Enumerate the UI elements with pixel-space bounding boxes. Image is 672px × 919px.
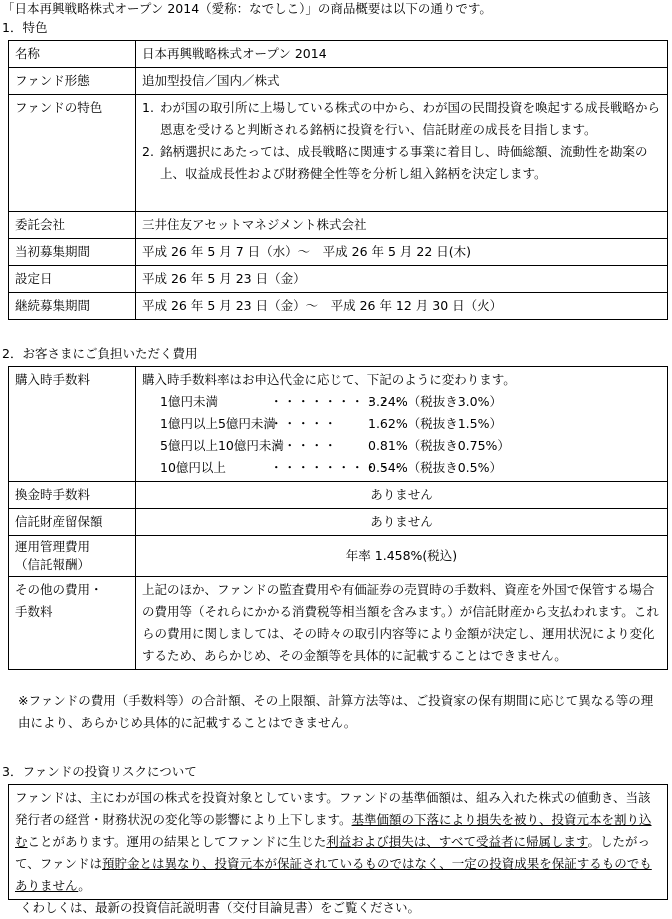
purchase-fee-intro: 購入時手数料率はお申込代金に応じて、下記のように変わります。 <box>142 372 516 387</box>
fee-tier-leader: ・・・・・・・・・・ <box>270 460 406 475</box>
fee-tier <box>142 413 661 435</box>
fee-tier-leader: ・・・・・・・・・・ <box>270 394 406 409</box>
purchase-fee-label: 購入時手数料 <box>9 367 136 482</box>
retention-label: 信託財産留保額 <box>9 509 136 536</box>
fee-tier <box>142 435 661 457</box>
list-item <box>142 97 661 141</box>
table-row <box>9 509 668 536</box>
table-row <box>9 577 668 670</box>
form-value: 追加型投信／国内／株式 <box>136 68 668 95</box>
setup-date-value: 平成 26 年 5 月 23 日（金） <box>136 266 668 293</box>
management-fee-value: 年率 1.458%(税込) <box>136 536 668 577</box>
fee-tier-rate: 0.54%（税抜き0.5%） <box>368 460 502 475</box>
other-fees-value: 上記のほか、ファンドの監査費用や有価証券の売買時の手数料、資産を外国で保管する場合の費用等（それらにかかる消費税等相当額を含みます。）が信託財産から支払われます。これらの費用に関しましては、その時々の取引内容等により金額が決定し、運用状況により変化するため、あらかじめ、その金額等を具体的に記載することはできません。 <box>136 577 668 670</box>
other-fees-label-line2: 手数料 <box>15 604 53 619</box>
table-row <box>9 41 668 68</box>
list-number: 2. <box>142 144 154 159</box>
list-number: 1. <box>142 100 154 115</box>
setup-date-label: 設定日 <box>9 266 136 293</box>
management-fee-label-line2: （信託報酬） <box>15 557 91 572</box>
list-text: 銘柄選択にあたっては、成長戦略に関連する事業に着目し、時価総額、流動性を勘案の上、収益成長性および財務健全性等を分析し組入銘柄を決定します。 <box>160 144 648 181</box>
fee-tier-leader: ・・・・・ <box>270 416 338 431</box>
continuous-period-label: 継続募集期間 <box>9 293 136 320</box>
management-fee-label <box>9 536 136 577</box>
intro-text: 「日本再興戦略株式オープン 2014（愛称：なでしこ）」の商品概要は以下の通りです。 <box>2 1 492 16</box>
list-item <box>142 141 661 185</box>
fee-tier-rate: 0.81%（税抜き0.75%） <box>368 438 510 453</box>
table-row <box>9 482 668 509</box>
fee-tier-range: 10億円以上 <box>160 460 226 475</box>
fee-tier-range: 1億円以上5億円未満 <box>160 416 276 431</box>
risk-text: 。したがって、ファンドは <box>15 834 651 871</box>
manager-label: 委託会社 <box>9 212 136 239</box>
table-row <box>9 536 668 577</box>
manager-value: 三井住友アセットマネジメント株式会社 <box>136 212 668 239</box>
table-row <box>9 95 668 212</box>
table-row <box>9 212 668 239</box>
section3-title: 3．ファンドの投資リスクについて <box>2 764 197 779</box>
section2-title: 2．お客さまにご負担いただく費用 <box>2 346 198 361</box>
risk-box <box>8 784 668 900</box>
closing-text: くわしくは、最新の投資信託説明書（交付目論見書）をご覧ください。 <box>20 900 421 915</box>
continuous-period-value: 平成 26 年 5 月 23 日（金）～ 平成 26 年 12 月 30 日（火） <box>136 293 668 320</box>
risk-text-underlined: 預貯金とは異なり、投資元本が保証されているものではなく、一定の投資成果を保証するものでもありません <box>15 856 652 893</box>
fee-tier-leader: ・・・・・ <box>270 438 338 453</box>
fee-tier-rate: 1.62%（税抜き1.5%） <box>368 416 502 431</box>
name-value: 日本再興戦略株式オープン 2014 <box>136 41 668 68</box>
table-row <box>9 239 668 266</box>
risk-text: 。 <box>78 878 91 893</box>
initial-period-value: 平成 26 年 5 月 7 日（水）～ 平成 26 年 5 月 22 日(木) <box>136 239 668 266</box>
table-row <box>9 367 668 482</box>
redemption-fee-value: ありません <box>136 482 668 509</box>
redemption-fee-label: 換金時手数料 <box>9 482 136 509</box>
risk-text: ファンドは、主にわが国の株式を投資対象としています。ファンドの基準価額は、組み入れた株式の値動き、当該発行者の経営・財務状況の変化等の影響により上下します。 <box>15 790 651 827</box>
management-fee-label-line1: 運用管理費用 <box>15 539 91 554</box>
fee-tier-range: 1億円未満 <box>160 394 218 409</box>
section1-title: 1．特色 <box>2 20 48 35</box>
table-row <box>9 293 668 320</box>
initial-period-label: 当初募集期間 <box>9 239 136 266</box>
features-label: ファンドの特色 <box>9 95 136 212</box>
list-text: わが国の取引所に上場している株式の中から、わが国の民間投資を喚起する成長戦略から恩恵を受けると判断される銘柄に投資を行い、信託財産の成長を目指します。 <box>160 100 661 137</box>
other-fees-label <box>9 577 136 670</box>
fee-tier-rate: 3.24%（税抜き3.0%） <box>368 394 502 409</box>
retention-value: ありません <box>136 509 668 536</box>
fee-tier-range: 5億円以上10億円未満 <box>160 438 284 453</box>
table-row <box>9 266 668 293</box>
table-row <box>9 68 668 95</box>
fee-tier <box>142 457 661 479</box>
name-label: 名称 <box>9 41 136 68</box>
risk-text: ことがあります。運用の結果としてファンドに生じた <box>27 834 327 849</box>
fund-features-table <box>8 40 668 320</box>
other-fees-label-line1: その他の費用・ <box>15 582 103 597</box>
risk-text-underlined: 基準価額の下落により損失を被り、投資元本を割り込む <box>15 812 652 849</box>
features-value <box>136 95 668 212</box>
risk-text-underlined: 利益および損失は、すべて受益者に帰属します <box>326 834 588 849</box>
form-label: ファンド形態 <box>9 68 136 95</box>
purchase-fee-value <box>136 367 668 482</box>
fees-table <box>8 366 668 670</box>
fee-tier <box>142 391 661 413</box>
fee-note: ※ファンドの費用（手数料等）の合計額、その上限額、計算方法等は、ご投資家の保有期間に応じて異なる等の理由により、あらかじめ具体的に記載することはできません。 <box>18 693 654 730</box>
